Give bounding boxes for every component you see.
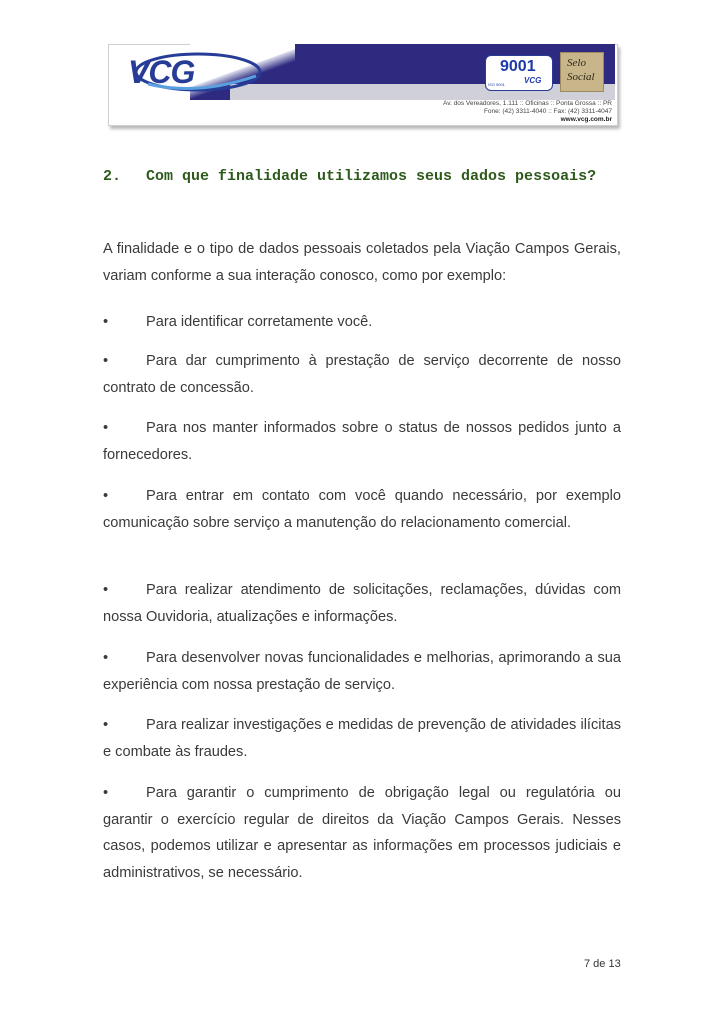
list-item [103,780,621,886]
bullet-icon: • [103,420,109,436]
banner-gray-band [230,84,615,100]
iso-sub: VCG [524,76,542,85]
list-item [103,712,621,765]
iso-badge [485,55,553,91]
vcg-logo [128,50,263,94]
bullet-icon: • [103,650,109,666]
iso-tiny: ISO 9001 [488,82,505,87]
list-item-text: Para realizar atendimento de solicitações, reclamações, dúvidas com nossa Ouvidoria, atualizações e informações. [103,582,621,625]
selo-line1: Selo [567,57,586,69]
list-item [103,577,621,630]
selo-line2: Social [567,71,595,83]
bullet-icon: • [103,582,109,598]
logo-text: VCG [128,54,195,90]
website-link[interactable]: www.vcg.com.br [560,116,612,123]
intro-paragraph: A finalidade e o tipo de dados pessoais coletados pela Viação Campos Gerais, variam conforme a sua interação conosco, como por exemplo: [103,241,621,284]
list-item [103,415,621,468]
bullet-icon: • [103,353,109,369]
list-item [103,309,621,336]
address-line2: Fone: (42) 3311-4040 :: Fax: (42) 3311-4047 [483,108,612,115]
bullet-icon: • [103,785,109,801]
selo-social-badge [560,52,604,92]
list-item-text: Para entrar em contato com você quando necessário, por exemplo comunicação sobre serviço a manutenção do relacionamento comercial. [103,488,621,531]
list-item [103,645,621,698]
list-item [103,483,621,536]
company-address [380,100,612,124]
bullet-icon: • [103,314,109,330]
bullet-icon: • [103,717,109,733]
iso-number: 9001 [500,58,536,75]
list-item-text: Para dar cumprimento à prestação de serviço decorrente de nosso contrato de concessão. [103,353,621,396]
bullet-icon: • [103,488,109,504]
list-item-text: Para realizar investigações e medidas de prevenção de atividades ilícitas e combate às fraudes. [103,717,621,760]
list-item-text: Para garantir o cumprimento de obrigação legal ou regulatória ou garantir o exercício regular de direitos da Viação Campos Gerais. Nesses casos, podemos utilizar e apresentar as informações em processos judiciais e administrativos, se necessário. [103,785,621,881]
list-item-text: Para nos manter informados sobre o status de nossos pedidos junto a fornecedores. [103,420,621,463]
section-title: Com que finalidade utilizamos seus dados pessoais? [146,168,597,185]
list-item-text: Para desenvolver novas funcionalidades e melhorias, aprimorando a sua experiência com nossa prestação de serviço. [103,650,621,693]
list-item-text: Para identificar corretamente você. [146,314,373,330]
address-line1: Av. dos Vereadores, 1.111 :: Oficinas :: Ponta Grossa :: PR [443,100,612,107]
page-number: 7 de 13 [584,958,621,970]
section-number: 2. [103,168,122,185]
section-heading [103,168,596,185]
list-item [103,348,621,401]
